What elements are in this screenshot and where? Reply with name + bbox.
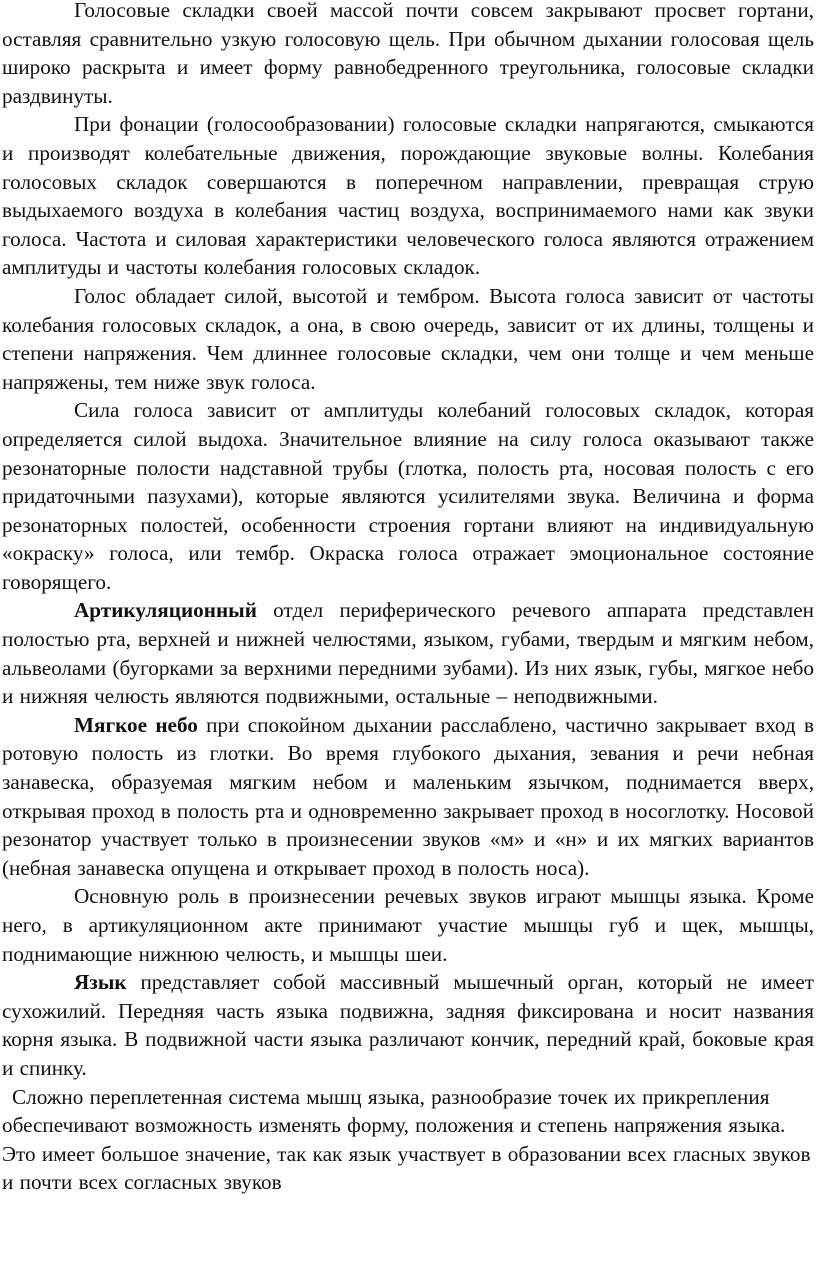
paragraph-tongue-system [2,1083,814,1197]
paragraph-tongue [2,968,814,1082]
paragraph-text: Голос обладает силой, высотой и тембром. Высота голоса зависит от частоты колебания голосовых складок, а она, в свою очередь, зависит от их длины, толщены и степени напряжения. Чем длиннее голосовые складки, чем они толще и чем меньше напряжены, тем ниже звук голоса. [2,283,814,394]
paragraph-phonation [2,110,814,282]
paragraph-text: при спокойном дыхании расслаблено, частично закрывает вход в ротовую полость из глотки. Во время глубокого дыхания, зевания и речи небная занавеска, образуемая мягким небом и маленьким язычком, поднимается вверх, открывая проход в полость рта и одновременно закрывает проход в носоглотку. Носовой резонатор участвует только в произнесении звуков «м» и «н» и их мягких вариантов (небная занавеска опущена и открывает проход в полость носа). [2,712,814,880]
term-articulation: Артикуляционный [74,598,257,623]
paragraph-vocal-folds-intro [2,0,814,110]
paragraph-text: Основную роль в произнесении речевых звуков играют мышцы языка. Кроме него, в артикуляционном акте принимают участие мышцы губ и щек, мышцы, поднимающие нижнюю челюсть, и мышцы шеи. [2,884,814,966]
paragraph-soft-palate [2,711,814,883]
paragraph-text: отдел периферического речевого аппарата представлен полостью рта, верхней и нижней челюстями, языком, губами, твердым и мягким небом, альвеолами (бугорками за верхними передними зубами). Из них язык, губы, мягкое небо и нижняя челюсть являются подвижными, остальные – неподвижными. [2,598,814,709]
paragraph-text: При фонации (голосообразовании) голосовые складки напрягаются, смыкаются и производят колебательные движения, порождающие звуковые волны. Колебания голосовых складок совершаются в поперечном направлении, превращая струю выдыхаемого воздуха в колебания частиц воздуха, воспринимаемого нами как звуки голоса. Частота и силовая характеристики человеческого голоса являются отражением амплитуды и частоты колебания голосовых складок. [2,112,814,280]
paragraph-voice-pitch [2,282,814,396]
paragraph-voice-strength [2,396,814,596]
paragraph-text: Сила голоса зависит от амплитуды колебаний голосовых складок, которая определяется силой выдоха. Значительное влияние на силу голоса оказывают также резонаторные полости надставной трубы (глотка, полость рта, носовая полость с его придаточными пазухами), которые являются усилителями звука. Величина и форма резонаторных полостей, особенности строения гортани влияют на индивидуальную «окраску» голоса, или тембр. Окраска голоса отражает эмоциональное состояние говорящего. [2,398,814,594]
paragraph-text: Сложно переплетенная система мышц языка, разнообразие точек их прикрепления обеспечивают возможность изменять форму, положения и степень напряжения языка. Это имеет большое значение, так как язык участвует в образовании всех гласных звуков и почти всех согласных звуков [2,1084,811,1195]
term-soft-palate: Мягкое небо [74,712,198,737]
term-tongue: Язык [74,970,127,995]
paragraph-text: Голосовые складки своей массой почти совсем закрывают просвет гортани, оставляя сравнительно узкую голосовую щель. При обычном дыхании голосовая щель широко раскрыта и имеет форму равнобедренного треугольника, голосовые складки раздвинуты. [2,0,814,108]
paragraph-articulation [2,596,814,710]
paragraph-tongue-muscles [2,882,814,968]
paragraph-text: представляет собой массивный мышечный орган, который не имеет сухожилий. Передняя часть языка подвижна, задняя фиксирована и носит названия корня языка. В подвижной части языка различают кончик, передний край, боковые края и спинку. [2,970,814,1080]
